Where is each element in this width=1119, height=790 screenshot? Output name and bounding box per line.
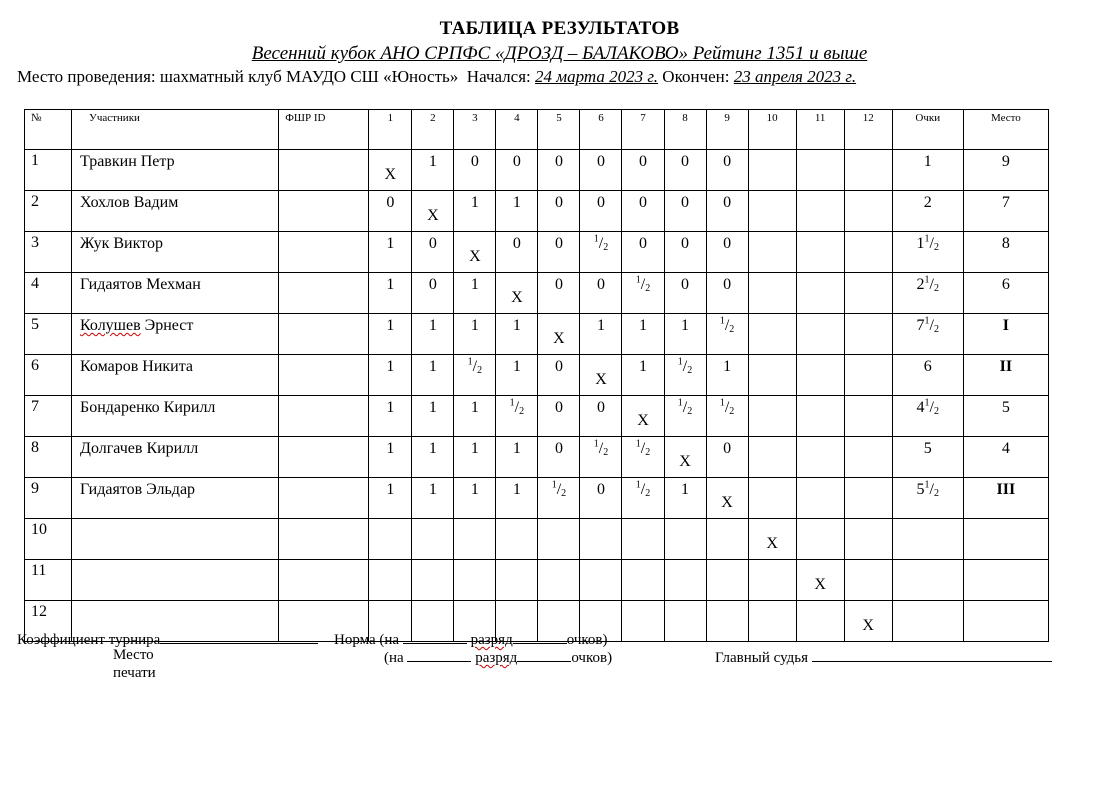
result-cell [748, 150, 796, 191]
col-header-round: 2 [412, 110, 454, 150]
col-header-round: 4 [496, 110, 538, 150]
participant-name: Травкин Петр [72, 150, 279, 191]
fide-id-cell [279, 355, 369, 396]
result-cell [796, 519, 844, 560]
result-cell: 1 [412, 478, 454, 519]
participant-name: Колушев Эрнест [72, 314, 279, 355]
result-cell [748, 396, 796, 437]
result-cell: 0 [622, 191, 664, 232]
row-number: 7 [25, 396, 72, 437]
result-cell: 0 [538, 355, 580, 396]
result-cell: 0 [580, 478, 622, 519]
stamp-line-2: печати [113, 665, 156, 681]
place-cell: 6 [963, 273, 1048, 314]
result-cell: 0 [664, 191, 706, 232]
result-cell [796, 150, 844, 191]
result-cell [706, 519, 748, 560]
result-cell: 0 [664, 150, 706, 191]
result-cell: $^1/_2$ [664, 396, 706, 437]
result-cell: 1 [580, 314, 622, 355]
row-number: 1 [25, 150, 72, 191]
result-cell: 1 [664, 478, 706, 519]
result-cell [796, 437, 844, 478]
result-cell [369, 519, 412, 560]
result-cell [706, 601, 748, 642]
place-cell: 8 [963, 232, 1048, 273]
result-cell: 0 [496, 232, 538, 273]
points-cell: 5 [892, 437, 963, 478]
place-cell: 9 [963, 150, 1048, 191]
result-cell: 0 [538, 273, 580, 314]
col-header-participants: Участники [72, 110, 279, 150]
self-cross-cell: X [580, 355, 622, 396]
points-cell: 1 [892, 150, 963, 191]
result-cell: 0 [454, 150, 496, 191]
col-header-points: Очки [892, 110, 963, 150]
result-cell: 0 [706, 437, 748, 478]
result-cell: 0 [622, 150, 664, 191]
chief-judge-line [715, 647, 1052, 667]
points-cell: 6 [892, 355, 963, 396]
result-cell [664, 560, 706, 601]
col-header-round: 3 [454, 110, 496, 150]
points-word: очков) [566, 632, 608, 648]
result-cell [580, 519, 622, 560]
result-cell: 0 [369, 191, 412, 232]
result-cell: 0 [496, 150, 538, 191]
col-header-round: 6 [580, 110, 622, 150]
result-cell [748, 314, 796, 355]
row-number: 6 [25, 355, 72, 396]
result-cell: 0 [706, 191, 748, 232]
place-cell: 7 [963, 191, 1048, 232]
result-cell [844, 478, 892, 519]
result-cell: $^1/_2$ [622, 273, 664, 314]
fide-id-cell [279, 150, 369, 191]
result-cell: 0 [538, 396, 580, 437]
row-number: 3 [25, 232, 72, 273]
result-cell: 0 [580, 273, 622, 314]
norm-line-1 [334, 629, 607, 649]
result-cell [538, 519, 580, 560]
result-cell: 1 [496, 314, 538, 355]
fide-id-cell [279, 232, 369, 273]
norm-label-2: (на [384, 650, 404, 666]
norm-blank-2 [407, 647, 471, 662]
table-row [25, 478, 1049, 519]
ended-label: Окончен: [662, 67, 730, 86]
coefficient-label: Коэффициент турнира [17, 632, 161, 648]
result-cell: 1 [496, 355, 538, 396]
points-word-2: очков) [571, 650, 613, 666]
result-cell: 0 [706, 273, 748, 314]
rank-word-2: разряд [475, 650, 518, 666]
result-cell: 0 [538, 437, 580, 478]
result-cell: $^1/_2$ [706, 314, 748, 355]
result-cell: 1 [706, 355, 748, 396]
result-cell: 1 [369, 437, 412, 478]
result-cell: 1 [412, 437, 454, 478]
self-cross-cell: X [664, 437, 706, 478]
result-cell [844, 150, 892, 191]
coefficient-blank [160, 629, 318, 644]
col-header-fide-id: ФШР ID [279, 110, 369, 150]
result-cell [748, 355, 796, 396]
result-cell: 1 [369, 273, 412, 314]
table-row [25, 232, 1049, 273]
result-cell [369, 560, 412, 601]
venue-label: Место проведения: шахматный клуб МАУДО СШ «Юность» [17, 67, 459, 86]
result-cell [454, 560, 496, 601]
result-cell [412, 519, 454, 560]
result-cell: 0 [538, 232, 580, 273]
result-cell [796, 273, 844, 314]
rank-blank [513, 629, 567, 644]
result-cell [796, 355, 844, 396]
result-cell: $^1/_2$ [496, 396, 538, 437]
self-cross-cell: X [412, 191, 454, 232]
result-cell [454, 519, 496, 560]
result-cell [412, 560, 454, 601]
started-label: Начался: [466, 67, 531, 86]
result-cell: $^1/_2$ [622, 478, 664, 519]
fide-id-cell [279, 273, 369, 314]
document-title: ТАБЛИЦА РЕЗУЛЬТАТОВ [439, 18, 680, 39]
ended-date: 23 апреля 2023 г. [733, 67, 857, 86]
result-cell [844, 560, 892, 601]
result-cell [748, 478, 796, 519]
table-row [25, 437, 1049, 478]
col-header-round: 8 [664, 110, 706, 150]
result-cell: 1 [664, 314, 706, 355]
participant-name: Комаров Никита [72, 355, 279, 396]
result-cell: $^1/_2$ [622, 437, 664, 478]
row-number: 8 [25, 437, 72, 478]
result-cell [748, 273, 796, 314]
result-cell: 0 [412, 273, 454, 314]
venue-line [17, 67, 856, 87]
col-header-round: 11 [796, 110, 844, 150]
coefficient-line [17, 629, 318, 649]
fide-id-cell [279, 314, 369, 355]
result-cell: $^1/_2$ [580, 437, 622, 478]
result-cell: 0 [664, 232, 706, 273]
participant-name: Бондаренко Кирилл [72, 396, 279, 437]
participant-name: Хохлов Вадим [72, 191, 279, 232]
self-cross-cell: X [496, 273, 538, 314]
result-cell: 0 [580, 396, 622, 437]
result-cell [844, 314, 892, 355]
points-cell: $5^1/_2$ [892, 478, 963, 519]
result-cell: 1 [369, 355, 412, 396]
row-number: 4 [25, 273, 72, 314]
result-cell [622, 560, 664, 601]
col-header-num: № [25, 110, 72, 150]
result-cell [748, 232, 796, 273]
points-cell [892, 560, 963, 601]
row-number: 5 [25, 314, 72, 355]
result-cell: 1 [412, 314, 454, 355]
result-cell: $^1/_2$ [454, 355, 496, 396]
self-cross-cell: X [622, 396, 664, 437]
place-cell: 4 [963, 437, 1048, 478]
result-cell: 1 [622, 355, 664, 396]
table-row [25, 273, 1049, 314]
fide-id-cell [279, 191, 369, 232]
row-number: 2 [25, 191, 72, 232]
participant-name [72, 560, 279, 601]
result-cell [748, 601, 796, 642]
result-cell: 0 [580, 150, 622, 191]
place-cell: 5 [963, 396, 1048, 437]
result-cell [496, 519, 538, 560]
result-cell: $^1/_2$ [580, 232, 622, 273]
result-cell: 1 [496, 478, 538, 519]
self-cross-cell: X [454, 232, 496, 273]
result-cell: 1 [496, 437, 538, 478]
table-row [25, 519, 1049, 560]
result-cell: 1 [412, 355, 454, 396]
table-body [25, 150, 1049, 642]
result-cell: 0 [538, 150, 580, 191]
place-cell: II [963, 355, 1048, 396]
result-cell: 0 [664, 273, 706, 314]
table-row [25, 314, 1049, 355]
result-cell: 1 [412, 150, 454, 191]
result-cell [622, 519, 664, 560]
points-cell: $1^1/_2$ [892, 232, 963, 273]
self-cross-cell: X [538, 314, 580, 355]
result-cell: 1 [454, 478, 496, 519]
table-row [25, 355, 1049, 396]
result-cell [538, 560, 580, 601]
result-cell: 0 [580, 191, 622, 232]
self-cross-cell: X [844, 601, 892, 642]
rank-word: разряд [470, 632, 513, 648]
result-cell: 0 [622, 232, 664, 273]
fide-id-cell [279, 519, 369, 560]
result-cell [796, 232, 844, 273]
result-cell [844, 232, 892, 273]
result-cell [844, 355, 892, 396]
result-cell [796, 314, 844, 355]
self-cross-cell: X [706, 478, 748, 519]
result-cell [664, 601, 706, 642]
result-cell [496, 560, 538, 601]
result-cell: $^1/_2$ [538, 478, 580, 519]
chief-judge-blank [812, 647, 1052, 662]
self-cross-cell: X [748, 519, 796, 560]
col-header-round: 12 [844, 110, 892, 150]
points-cell: $7^1/_2$ [892, 314, 963, 355]
self-cross-cell: X [796, 560, 844, 601]
document-subtitle: Весенний кубок АНО СРПФС «ДРОЗД – БАЛАКОВО» Рейтинг 1351 и выше [251, 43, 868, 64]
participant-name: Гидаятов Эльдар [72, 478, 279, 519]
result-cell [664, 519, 706, 560]
participant-name [72, 519, 279, 560]
result-cell: 0 [538, 191, 580, 232]
result-cell: 1 [369, 396, 412, 437]
table-row [25, 396, 1049, 437]
result-cell [796, 478, 844, 519]
fide-id-cell [279, 478, 369, 519]
result-cell: 1 [369, 478, 412, 519]
fide-id-cell [279, 437, 369, 478]
result-cell: 1 [454, 191, 496, 232]
result-cell: 0 [706, 150, 748, 191]
result-cell: 1 [369, 232, 412, 273]
result-cell [844, 273, 892, 314]
table-row [25, 191, 1049, 232]
norm-line-2 [384, 647, 612, 667]
place-cell: III [963, 478, 1048, 519]
table-header-row [25, 110, 1049, 150]
rank-blank-2 [517, 647, 571, 662]
place-cell [963, 560, 1048, 601]
result-cell: 1 [454, 437, 496, 478]
col-header-round: 7 [622, 110, 664, 150]
row-number: 11 [25, 560, 72, 601]
col-header-round: 5 [538, 110, 580, 150]
result-cell [748, 437, 796, 478]
result-cell: 1 [622, 314, 664, 355]
result-cell [844, 191, 892, 232]
result-cell [844, 396, 892, 437]
result-cell: $^1/_2$ [664, 355, 706, 396]
points-cell: $4^1/_2$ [892, 396, 963, 437]
result-cell [706, 560, 748, 601]
result-cell: 1 [369, 314, 412, 355]
result-cell [796, 396, 844, 437]
result-cell [748, 560, 796, 601]
result-cell [844, 437, 892, 478]
self-cross-cell: X [369, 150, 412, 191]
result-cell: 1 [496, 191, 538, 232]
table-row [25, 150, 1049, 191]
started-date: 24 марта 2023 г. [535, 67, 659, 86]
result-cell [748, 191, 796, 232]
fide-id-cell [279, 560, 369, 601]
norm-label: Норма (на [334, 632, 400, 648]
place-cell: I [963, 314, 1048, 355]
chief-judge-label: Главный судья [715, 650, 809, 666]
result-cell [580, 560, 622, 601]
participant-name: Долгачев Кирилл [72, 437, 279, 478]
points-cell [892, 601, 963, 642]
row-number: 10 [25, 519, 72, 560]
points-cell [892, 519, 963, 560]
result-cell: 1 [454, 396, 496, 437]
result-cell [844, 519, 892, 560]
results-table [24, 109, 1049, 642]
result-cell: $^1/_2$ [706, 396, 748, 437]
result-cell [796, 191, 844, 232]
stamp-line-1: Место [113, 647, 154, 663]
col-header-round: 1 [369, 110, 412, 150]
place-cell [963, 519, 1048, 560]
result-cell [796, 601, 844, 642]
participant-name: Гидаятов Мехман [72, 273, 279, 314]
participant-name: Жук Виктор [72, 232, 279, 273]
row-number: 12 [25, 601, 72, 642]
result-cell: 1 [412, 396, 454, 437]
result-cell [622, 601, 664, 642]
fide-id-cell [279, 396, 369, 437]
result-cell: 1 [454, 273, 496, 314]
result-cell: 1 [454, 314, 496, 355]
col-header-place: Место [963, 110, 1048, 150]
row-number: 9 [25, 478, 72, 519]
table-row [25, 560, 1049, 601]
norm-blank [403, 629, 467, 644]
place-cell [963, 601, 1048, 642]
result-cell: 0 [706, 232, 748, 273]
col-header-round: 10 [748, 110, 796, 150]
result-cell: 0 [412, 232, 454, 273]
col-header-round: 9 [706, 110, 748, 150]
points-cell: 2 [892, 191, 963, 232]
points-cell: $2^1/_2$ [892, 273, 963, 314]
